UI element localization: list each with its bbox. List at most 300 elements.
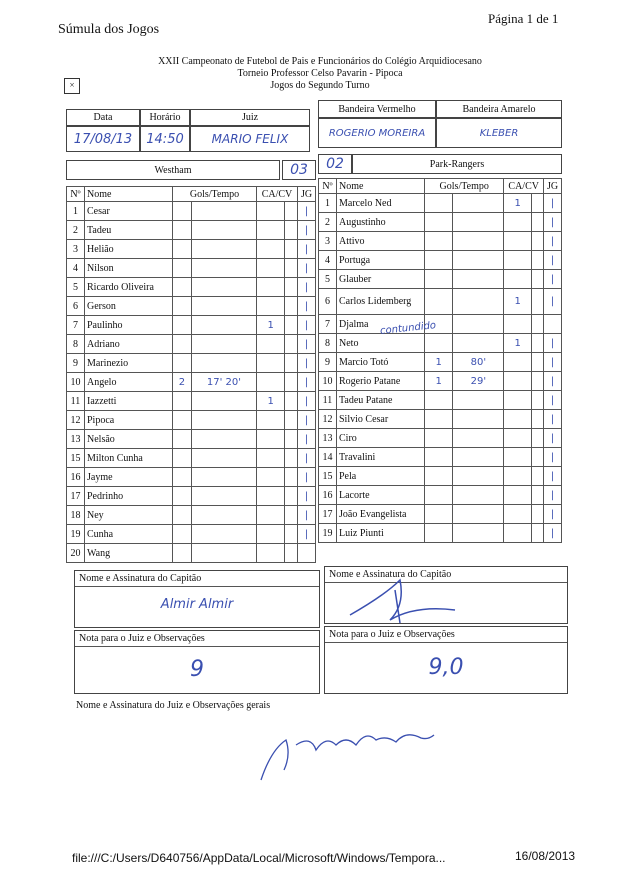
player-name: Pedrinho — [85, 487, 173, 506]
player-row — [319, 391, 562, 410]
player-played: | — [544, 448, 562, 467]
player-card — [504, 251, 531, 270]
player-row — [319, 448, 562, 467]
player-number: 16 — [67, 468, 85, 487]
player-number: 6 — [319, 289, 337, 315]
player-goals — [173, 202, 192, 221]
player-card — [257, 221, 285, 240]
player-number: 2 — [319, 213, 337, 232]
player-name: Gerson — [85, 297, 173, 316]
player-goals — [173, 316, 192, 335]
player-goal-time — [453, 467, 504, 486]
player-card-red — [285, 354, 298, 373]
player-card — [504, 448, 531, 467]
player-row — [67, 411, 316, 430]
player-played: | — [298, 202, 316, 221]
player-goals — [425, 410, 453, 429]
player-card-red — [285, 240, 298, 259]
player-card-red — [531, 524, 543, 543]
player-played: | — [544, 429, 562, 448]
player-card-red — [531, 353, 543, 372]
player-number: 15 — [319, 467, 337, 486]
player-number: 7 — [319, 315, 337, 334]
player-name: Pela — [337, 467, 425, 486]
player-row — [319, 251, 562, 270]
player-goal-time: 17' 20' — [191, 373, 256, 392]
player-card-red — [531, 289, 543, 315]
player-card-red — [531, 251, 543, 270]
player-card-red — [285, 525, 298, 544]
player-card — [257, 202, 285, 221]
player-card-red — [285, 430, 298, 449]
label-bandeira-amarelo: Bandeira Amarelo — [436, 100, 562, 118]
player-card — [504, 391, 531, 410]
player-row — [319, 505, 562, 524]
player-goal-time — [191, 335, 256, 354]
player-name: Adriano — [85, 335, 173, 354]
player-goals — [173, 449, 192, 468]
player-number: 19 — [319, 524, 337, 543]
player-number: 18 — [67, 506, 85, 525]
player-goal-time — [191, 544, 256, 563]
player-number: 2 — [67, 221, 85, 240]
player-row — [319, 467, 562, 486]
player-card-red — [285, 411, 298, 430]
col-num: Nº — [67, 187, 85, 202]
player-name: Marcio Totó — [337, 353, 425, 372]
player-card-red — [285, 221, 298, 240]
player-played: | — [298, 525, 316, 544]
player-goal-time — [453, 524, 504, 543]
player-card — [504, 524, 531, 543]
player-name: Wang — [85, 544, 173, 563]
flag-red-name: ROGERIO MOREIRA — [318, 118, 436, 148]
player-card — [257, 354, 285, 373]
player-number: 3 — [319, 232, 337, 251]
team-right-table — [318, 178, 562, 543]
col-num: Nº — [319, 179, 337, 194]
player-card-red — [285, 544, 298, 563]
player-card-red — [285, 278, 298, 297]
player-played: | — [544, 391, 562, 410]
label-horario: Horário — [140, 109, 190, 126]
player-card — [257, 506, 285, 525]
player-played: | — [298, 335, 316, 354]
player-goal-time — [191, 506, 256, 525]
note-box-left — [74, 630, 320, 694]
player-goals — [425, 334, 453, 353]
player-card-red — [531, 194, 543, 213]
player-number: 3 — [67, 240, 85, 259]
team-left-table — [66, 186, 316, 563]
player-card-red — [285, 373, 298, 392]
player-card-red — [531, 391, 543, 410]
player-number: 17 — [319, 505, 337, 524]
player-name: Rogerio Patane — [337, 372, 425, 391]
player-card — [504, 315, 531, 334]
player-card — [257, 468, 285, 487]
player-played: | — [544, 353, 562, 372]
player-card — [257, 411, 285, 430]
player-card — [504, 232, 531, 251]
match-time: 14:50 — [140, 126, 190, 152]
player-card-red — [531, 270, 543, 289]
player-card-red — [285, 468, 298, 487]
player-name: Lacorte — [337, 486, 425, 505]
player-card — [504, 353, 531, 372]
player-card: 1 — [504, 289, 531, 315]
player-played: | — [298, 297, 316, 316]
player-goal-time — [191, 468, 256, 487]
player-row — [67, 259, 316, 278]
player-card — [257, 430, 285, 449]
player-played: | — [544, 270, 562, 289]
col-cards: CA/CV — [257, 187, 298, 202]
player-row — [67, 278, 316, 297]
player-name: Helião — [85, 240, 173, 259]
player-card-red — [531, 467, 543, 486]
player-number: 10 — [319, 372, 337, 391]
player-goal-time — [191, 430, 256, 449]
player-row — [67, 487, 316, 506]
player-goals — [425, 505, 453, 524]
player-goals — [425, 213, 453, 232]
player-card-red — [531, 429, 543, 448]
player-goal-time — [453, 334, 504, 353]
player-number: 5 — [319, 270, 337, 289]
judge-grade-left: 9 — [190, 657, 204, 682]
player-played: | — [544, 213, 562, 232]
player-goal-time — [453, 448, 504, 467]
player-number: 13 — [319, 429, 337, 448]
player-played: | — [298, 278, 316, 297]
player-goal-time — [453, 486, 504, 505]
label-bandeira-vermelho: Bandeira Vermelho — [318, 100, 436, 118]
player-played: | — [298, 506, 316, 525]
player-name: Cesar — [85, 202, 173, 221]
player-card — [257, 278, 285, 297]
player-card-red — [285, 506, 298, 525]
player-goal-time — [191, 297, 256, 316]
player-card-red — [285, 392, 298, 411]
col-name: Nome — [337, 179, 425, 194]
player-card-red — [285, 335, 298, 354]
player-played: | — [298, 449, 316, 468]
player-goals — [173, 221, 192, 240]
player-card — [504, 213, 531, 232]
player-number: 13 — [67, 430, 85, 449]
col-name: Nome — [85, 187, 173, 202]
player-name: Paulinho — [85, 316, 173, 335]
player-row — [319, 410, 562, 429]
player-card — [504, 410, 531, 429]
player-goal-time — [453, 251, 504, 270]
player-card — [257, 297, 285, 316]
player-number: 10 — [67, 373, 85, 392]
player-number: 14 — [319, 448, 337, 467]
player-name: Nelsão — [85, 430, 173, 449]
player-goal-time — [453, 429, 504, 448]
player-goal-time — [453, 213, 504, 232]
player-number: 9 — [67, 354, 85, 373]
document-title: Súmula dos Jogos — [58, 22, 160, 37]
player-card — [504, 372, 531, 391]
player-card: 1 — [504, 334, 531, 353]
player-card-red — [531, 486, 543, 505]
label-juiz: Juiz — [190, 109, 310, 126]
player-row — [67, 544, 316, 563]
player-goal-time — [191, 392, 256, 411]
player-goals — [173, 544, 192, 563]
player-row — [319, 232, 562, 251]
player-number: 7 — [67, 316, 85, 335]
player-name: Tadeu — [85, 221, 173, 240]
player-name: Luiz Piunti — [337, 524, 425, 543]
player-goal-time — [191, 316, 256, 335]
player-goals — [173, 240, 192, 259]
player-goals — [425, 194, 453, 213]
player-played: | — [298, 373, 316, 392]
player-card — [257, 449, 285, 468]
captain-label-right: Nome e Assinatura do Capitão — [325, 567, 567, 583]
note-label-right: Nota para o Juiz e Observações — [325, 627, 567, 643]
player-goal-time: 29' — [453, 372, 504, 391]
player-row — [67, 392, 316, 411]
player-number: 15 — [67, 449, 85, 468]
player-card — [257, 544, 285, 563]
player-goal-time — [453, 289, 504, 315]
player-card — [257, 487, 285, 506]
player-goals — [173, 430, 192, 449]
player-goal-time — [453, 194, 504, 213]
player-name: Ricardo Oliveira — [85, 278, 173, 297]
player-row — [319, 315, 562, 334]
judge-signature-label: Nome e Assinatura do Juiz e Observações gerais — [76, 700, 271, 711]
player-goals — [425, 289, 453, 315]
player-goal-time — [191, 354, 256, 373]
player-goals — [173, 468, 192, 487]
player-name: Ciro — [337, 429, 425, 448]
player-goal-time — [453, 232, 504, 251]
player-card — [257, 335, 285, 354]
player-goal-time — [191, 411, 256, 430]
player-goals — [425, 467, 453, 486]
player-played: | — [298, 392, 316, 411]
player-row — [319, 486, 562, 505]
player-card-red — [285, 202, 298, 221]
header-line-1: XXII Campeonato de Futebol de Pais e Funcionários do Colégio Arquidiocesano — [158, 56, 482, 67]
player-card-red — [531, 505, 543, 524]
team-left-name: Westham — [66, 160, 280, 180]
player-card-red — [285, 297, 298, 316]
captain-box-right — [324, 566, 568, 624]
player-card — [504, 429, 531, 448]
player-played: | — [544, 486, 562, 505]
player-card — [504, 505, 531, 524]
player-played: | — [298, 468, 316, 487]
player-played: | — [298, 316, 316, 335]
player-row — [67, 525, 316, 544]
player-goal-time — [453, 410, 504, 429]
col-cards: CA/CV — [504, 179, 544, 194]
player-name: Ney — [85, 506, 173, 525]
captain-box-left — [74, 570, 320, 628]
player-name: Iazzetti — [85, 392, 173, 411]
player-goals — [425, 251, 453, 270]
player-name: Tadeu Patane — [337, 391, 425, 410]
player-name: Cunha — [85, 525, 173, 544]
player-goals: 1 — [425, 372, 453, 391]
injury-note: contundido — [379, 320, 437, 337]
player-row — [67, 202, 316, 221]
print-date: 16/08/2013 — [515, 849, 576, 863]
championship-header — [120, 56, 520, 92]
player-goals — [173, 259, 192, 278]
player-goal-time — [191, 525, 256, 544]
player-played: | — [544, 467, 562, 486]
player-card-red — [531, 410, 543, 429]
player-goal-time: 80' — [453, 353, 504, 372]
captain-signature-right — [345, 575, 465, 625]
player-row — [319, 334, 562, 353]
player-name: Jayme — [85, 468, 173, 487]
player-row — [67, 240, 316, 259]
player-card-red — [285, 487, 298, 506]
player-number: 17 — [67, 487, 85, 506]
player-row — [67, 316, 316, 335]
player-played: | — [298, 221, 316, 240]
player-goals — [173, 392, 192, 411]
player-number: 11 — [319, 391, 337, 410]
player-goal-time — [453, 315, 504, 334]
captain-label-left: Nome e Assinatura do Capitão — [75, 571, 319, 587]
player-number: 4 — [319, 251, 337, 270]
player-card-red — [531, 372, 543, 391]
header-line-3: Jogos do Segundo Turno — [270, 80, 370, 91]
col-games: JG — [298, 187, 316, 202]
player-goals — [425, 391, 453, 410]
player-goal-time — [191, 202, 256, 221]
player-name: Angelo — [85, 373, 173, 392]
page-indicator: Página 1 de 1 — [488, 11, 559, 26]
player-card — [504, 467, 531, 486]
player-played: | — [298, 430, 316, 449]
col-games: JG — [544, 179, 562, 194]
player-goal-time — [191, 240, 256, 259]
player-card: 1 — [504, 194, 531, 213]
player-name: Augustinho — [337, 213, 425, 232]
player-goals — [425, 232, 453, 251]
player-played: | — [298, 354, 316, 373]
player-card-red — [285, 449, 298, 468]
judge-grade-right: 9,0 — [428, 655, 464, 680]
player-name: Attivo — [337, 232, 425, 251]
player-row — [67, 297, 316, 316]
player-goals: 2 — [173, 373, 192, 392]
player-row — [67, 354, 316, 373]
player-goal-time — [191, 449, 256, 468]
player-number: 5 — [67, 278, 85, 297]
player-number: 4 — [67, 259, 85, 278]
player-played: | — [544, 289, 562, 315]
player-card — [504, 486, 531, 505]
player-goals — [425, 429, 453, 448]
player-played: | — [544, 334, 562, 353]
player-played: | — [544, 194, 562, 213]
player-played: | — [544, 372, 562, 391]
player-played: | — [544, 524, 562, 543]
player-name: Marcelo Ned — [337, 194, 425, 213]
player-goals — [425, 448, 453, 467]
player-goals: 1 — [425, 353, 453, 372]
player-row — [319, 270, 562, 289]
player-goal-time — [191, 221, 256, 240]
col-goals: Gols/Tempo — [173, 187, 257, 202]
judge-name: MARIO FELIX — [190, 126, 310, 152]
player-name: Milton Cunha — [85, 449, 173, 468]
player-played: | — [298, 487, 316, 506]
note-label-left: Nota para o Juiz e Observações — [75, 631, 319, 647]
player-goals — [173, 278, 192, 297]
player-played: | — [298, 411, 316, 430]
player-row — [319, 213, 562, 232]
checkbox[interactable]: × — [64, 78, 80, 94]
player-goals — [173, 506, 192, 525]
player-row — [319, 429, 562, 448]
player-goal-time — [191, 278, 256, 297]
player-goals — [173, 335, 192, 354]
player-goals — [173, 411, 192, 430]
player-number: 19 — [67, 525, 85, 544]
player-number: 12 — [67, 411, 85, 430]
player-goals — [425, 486, 453, 505]
player-row — [67, 506, 316, 525]
player-played: | — [544, 505, 562, 524]
player-goals — [173, 487, 192, 506]
player-name: Carlos Lidemberg — [337, 289, 425, 315]
player-name: Marinezio — [85, 354, 173, 373]
player-card-red — [531, 213, 543, 232]
header-line-2: Torneio Professor Celso Pavarin - Pipoca — [237, 68, 403, 79]
player-name: Portuga — [337, 251, 425, 270]
player-card-red — [531, 448, 543, 467]
player-name: Pipoca — [85, 411, 173, 430]
flag-yellow-name: KLEBER — [436, 118, 562, 148]
player-name: Silvio Cesar — [337, 410, 425, 429]
label-data: Data — [66, 109, 140, 126]
player-number: 6 — [67, 297, 85, 316]
player-row — [319, 289, 562, 315]
player-played: | — [298, 259, 316, 278]
player-card — [257, 259, 285, 278]
player-card — [257, 373, 285, 392]
player-card-red — [285, 259, 298, 278]
player-card — [257, 240, 285, 259]
player-number: 11 — [67, 392, 85, 411]
player-row — [67, 221, 316, 240]
player-goal-time — [453, 505, 504, 524]
player-name: Djalma — [337, 315, 425, 334]
player-name: Nilson — [85, 259, 173, 278]
player-name: Travalini — [337, 448, 425, 467]
player-goal-time — [453, 270, 504, 289]
player-row — [319, 194, 562, 213]
team-right-name: Park-Rangers — [352, 154, 562, 174]
player-goals — [173, 297, 192, 316]
player-name: Neto — [337, 334, 425, 353]
player-goals — [425, 270, 453, 289]
player-number: 1 — [67, 202, 85, 221]
